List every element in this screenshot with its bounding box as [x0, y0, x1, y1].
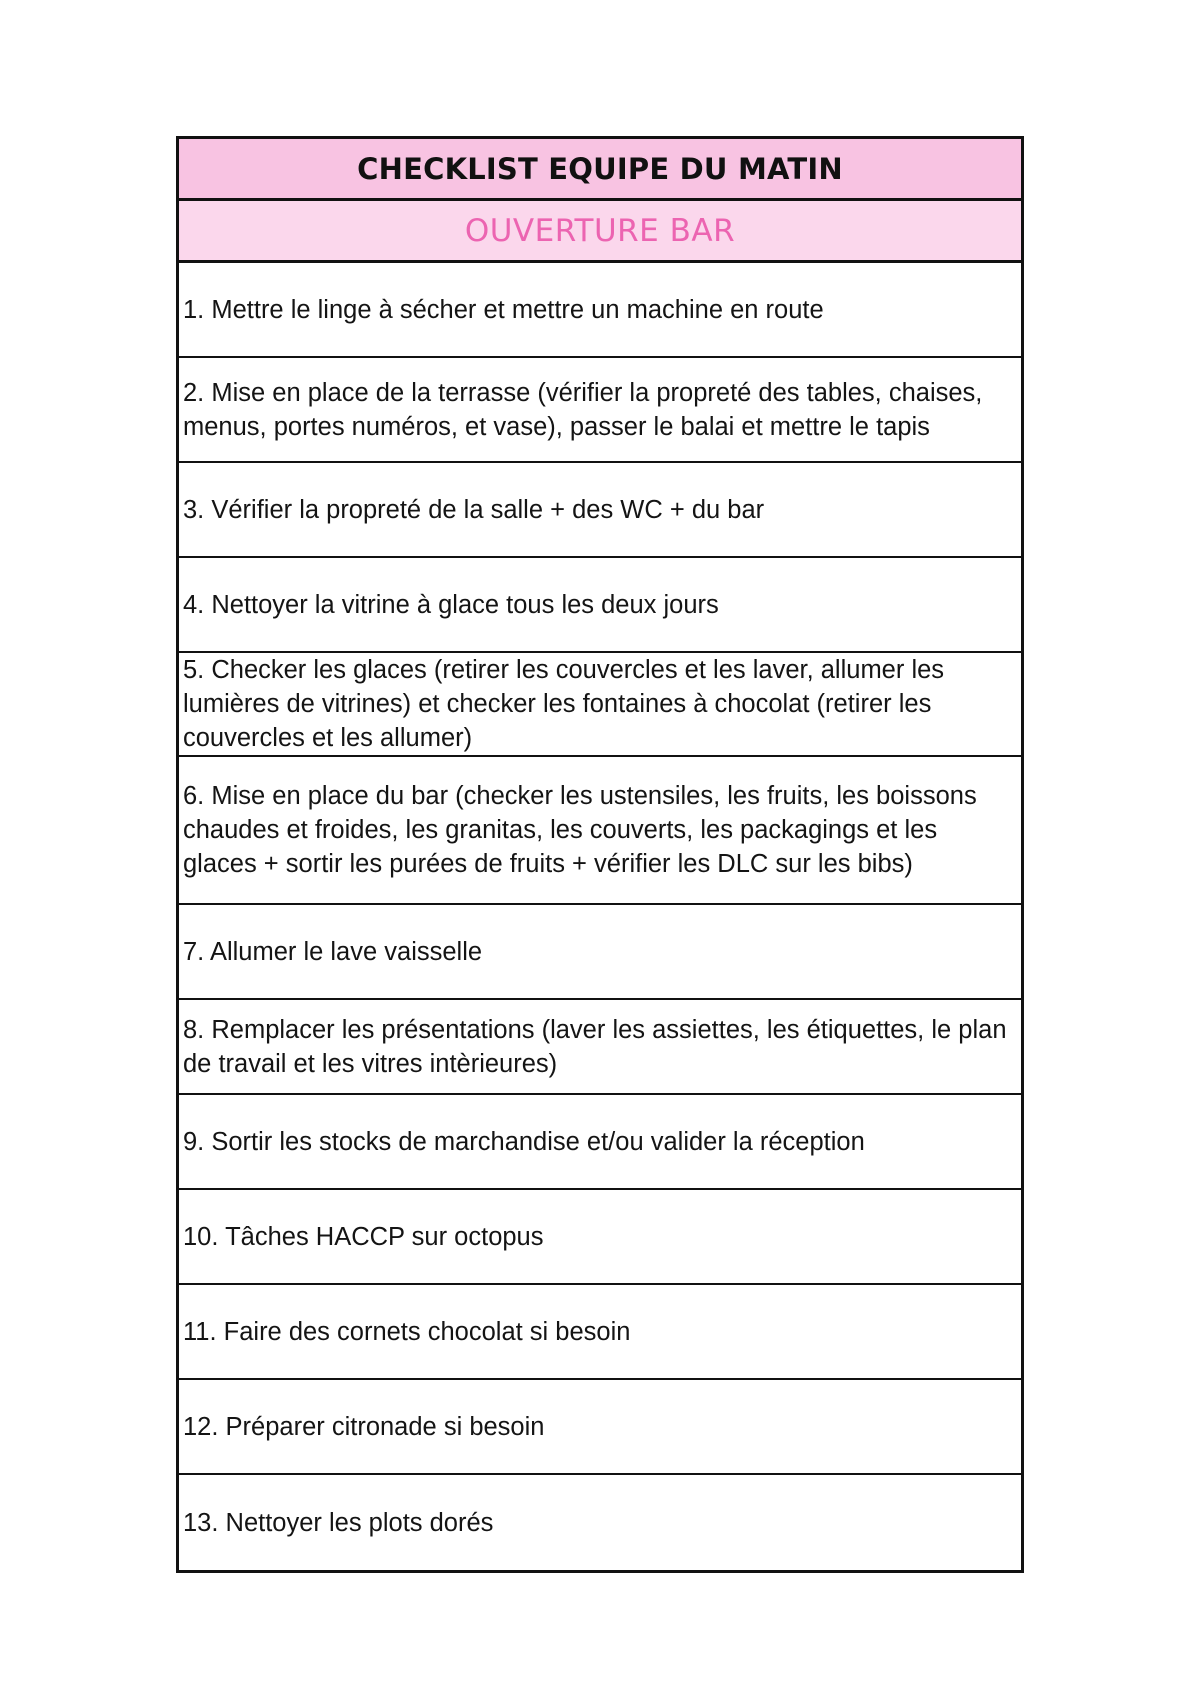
section-subtitle: OUVERTURE BAR: [464, 212, 736, 249]
task-text: 9. Sortir les stocks de marchandise et/ou valider la réception: [183, 1127, 865, 1156]
task-text: 7. Allumer le lave vaisselle: [183, 937, 483, 966]
task-text: 6. Mise en place du bar (checker les ustensiles, les fruits, les boissons chaudes et froides, les granitas, les couverts, les packagings et les glaces + sortir les purées de fruits + vérifier les DLC sur les bibs): [183, 782, 977, 878]
page-title: CHECKLIST EQUIPE DU MATIN: [357, 151, 843, 186]
task-text: 8. Remplacer les présentations (laver les assiettes, les étiquettes, le plan de travail et les vitres intèrieures): [183, 1015, 1007, 1078]
task-row: [179, 653, 1021, 757]
task-text: 5. Checker les glaces (retirer les couvercles et les laver, allumer les lumières de vitrines) et checker les fontaines à chocolat (retirer les couvercles et les allumer): [183, 656, 945, 752]
task-row: [179, 463, 1021, 558]
task-row: [179, 1475, 1021, 1570]
task-row: [179, 1000, 1021, 1095]
task-row: [179, 1285, 1021, 1380]
task-text: 1. Mettre le linge à sécher et mettre un machine en route: [183, 295, 824, 324]
task-text: 10. Tâches HACCP sur octopus: [183, 1222, 544, 1251]
task-row: [179, 1190, 1021, 1285]
task-text: 13. Nettoyer les plots dorés: [183, 1508, 494, 1537]
task-row: [179, 905, 1021, 1000]
task-row: [179, 558, 1021, 653]
task-row: [179, 358, 1021, 463]
task-text: 2. Mise en place de la terrasse (vérifier la propreté des tables, chaises, menus, portes numéros, et vase), passer le balai et mettre le tapis: [183, 378, 983, 441]
task-text: 4. Nettoyer la vitrine à glace tous les deux jours: [183, 590, 719, 619]
checklist-table: [176, 136, 1024, 1573]
task-row: [179, 263, 1021, 358]
task-row: [179, 757, 1021, 905]
subtitle-row: [179, 201, 1021, 263]
task-row: [179, 1095, 1021, 1190]
title-row: [179, 139, 1021, 201]
task-text: 11. Faire des cornets chocolat si besoin: [183, 1317, 631, 1346]
task-text: 3. Vérifier la propreté de la salle + des WC + du bar: [183, 495, 765, 524]
task-text: 12. Préparer citronade si besoin: [183, 1412, 545, 1441]
task-row: [179, 1380, 1021, 1475]
